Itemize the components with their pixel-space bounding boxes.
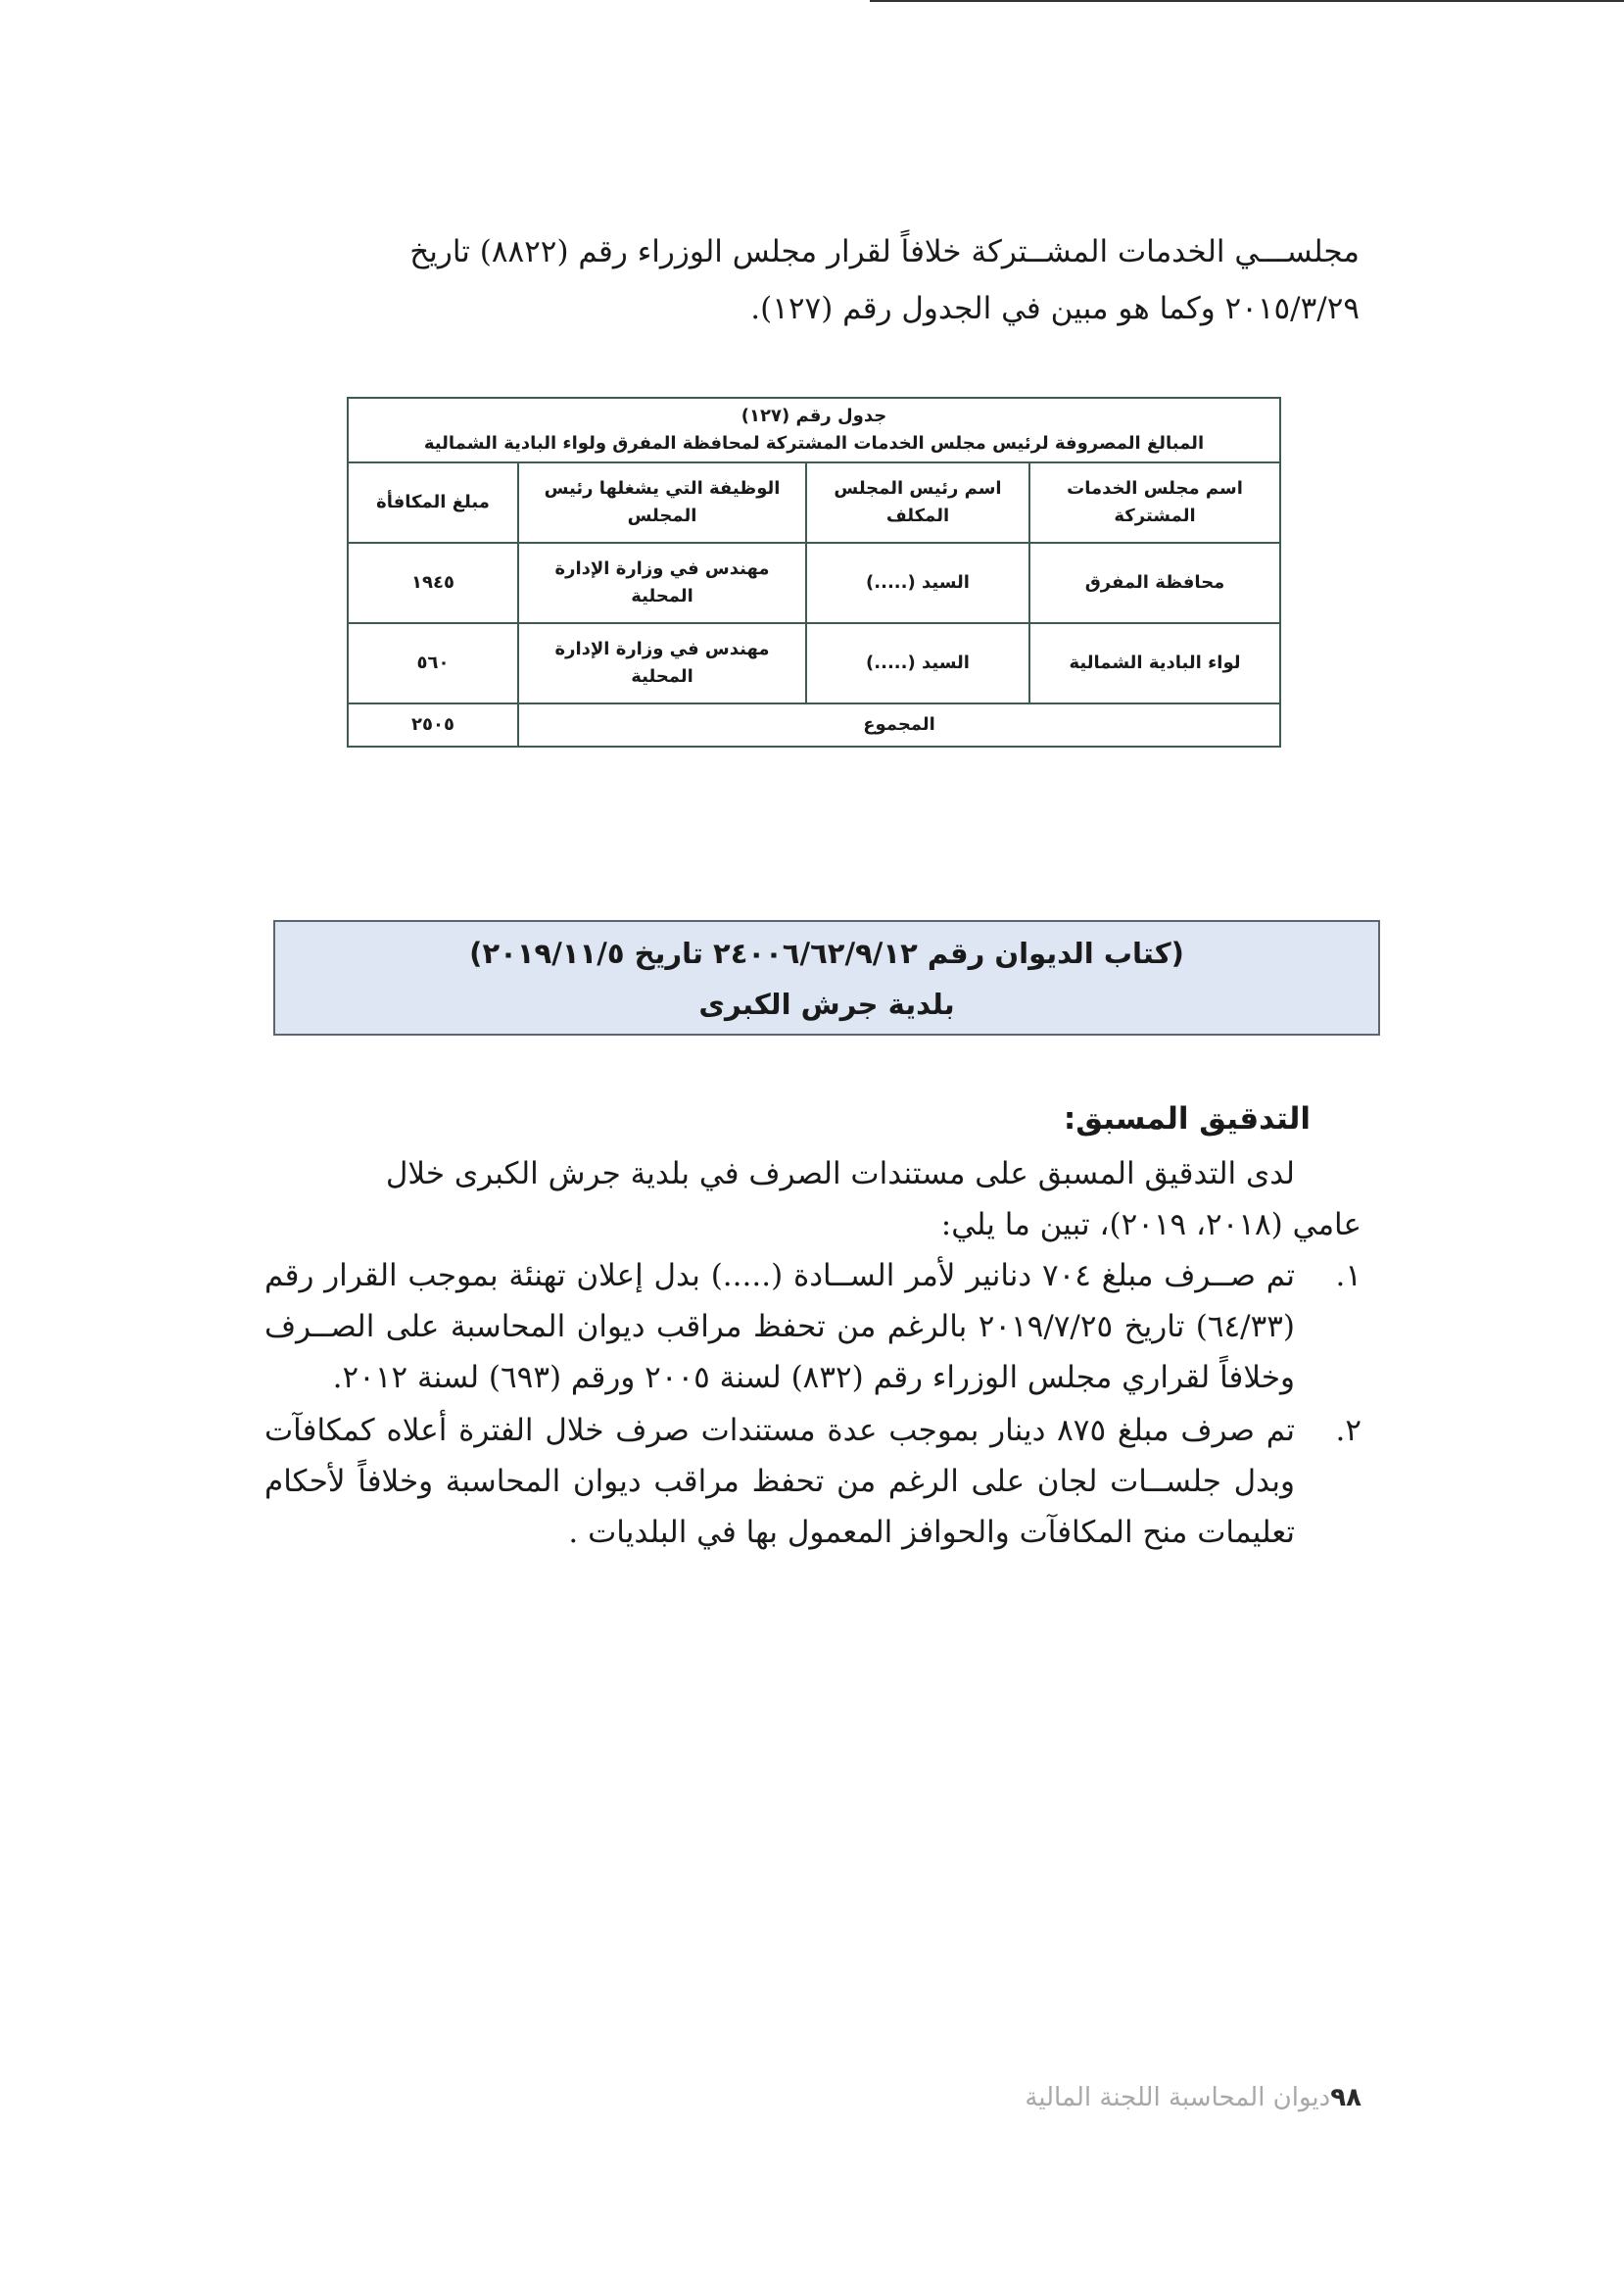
list-item-number: ١. bbox=[1335, 1258, 1361, 1293]
banner-reference: (كتاب الديوان رقم ٢٤٠٠٦/٦٢/٩/١٢ تاريخ ٢٠١٩/١١/٥) bbox=[469, 937, 1184, 970]
cell-job: مهندس في وزارة الإدارة المحلية bbox=[518, 623, 806, 703]
section-heading: التدقيق المسبق: bbox=[1063, 1101, 1311, 1137]
table-row bbox=[348, 623, 1280, 703]
list-item bbox=[264, 1250, 1361, 1403]
banner-municipality: بلدية جرش الكبرى bbox=[698, 988, 955, 1021]
table-title: المبالغ المصروفة لرئيس مجلس الخدمات المشتركة لمحافظة المفرق ولواء البادية الشمالية bbox=[423, 433, 1205, 454]
list-item-text: تم صرف مبلغ ٨٧٥ دينار بموجب عدة مستندات صرف خلال الفترة أعلاه كمكافآت وبدل جلســات لجان على الرغم من تحفظ مراقب ديوان المحاسبة وخلافاً لأحكام تعليمات منح المكافآت والحوافز المعمول بها في البلديات . bbox=[264, 1413, 1295, 1550]
rewards-table bbox=[347, 397, 1281, 748]
cell-council: محافظة المفرق bbox=[1029, 543, 1280, 623]
page-footer bbox=[784, 2083, 1361, 2112]
column-header: اسم رئيس المجلس المكلف bbox=[806, 462, 1029, 543]
table-caption bbox=[348, 398, 1280, 462]
column-header: الوظيفة التي يشغلها رئيس المجلس bbox=[518, 462, 806, 543]
cell-chair: السيد (.....) bbox=[806, 623, 1029, 703]
table-total-row bbox=[348, 703, 1280, 747]
intro-line: مجلســـي الخدمات المشــتركة خلافاً لقرار مجلس الوزراء رقم (٨٨٢٢) تاريخ bbox=[409, 234, 1360, 269]
column-header: مبلغ المكافأة bbox=[348, 462, 518, 543]
section-intro-line: لدى التدقيق المسبق على مستندات الصرف في بلدية جرش الكبرى خلال bbox=[385, 1156, 1295, 1191]
letter-banner bbox=[273, 920, 1380, 1036]
list-item-number: ٢. bbox=[1335, 1413, 1361, 1448]
list-item-text: تم صــرف مبلغ ٧٠٤ دنانير لأمر الســادة (.....) بدل إعلان تهنئة بموجب القرار رقم (٦٤/٣٣) تاريخ ٢٠١٩/٧/٢٥ بالرغم من تحفظ مراقب ديوان المحاسبة على الصــرف وخلافاً لقراري مجلس الوزراء رقم (٨٣٢) لسنة ٢٠٠٥ ورقم (٦٩٣) لسنة ٢٠١٢. bbox=[264, 1258, 1296, 1395]
top-border-line bbox=[870, 0, 1624, 2]
column-header: اسم مجلس الخدمات المشتركة bbox=[1029, 462, 1280, 543]
section-intro-line: عامي (٢٠١٨، ٢٠١٩)، تبين ما يلي: bbox=[940, 1207, 1361, 1242]
cell-council: لواء البادية الشمالية bbox=[1029, 623, 1280, 703]
table-header-row bbox=[348, 462, 1280, 543]
list-item bbox=[264, 1405, 1361, 1558]
cell-chair: السيد (.....) bbox=[806, 543, 1029, 623]
findings-list bbox=[264, 1250, 1361, 1558]
cell-amount: ١٩٤٥ bbox=[348, 543, 518, 623]
table-row bbox=[348, 543, 1280, 623]
footer-text: ديوان المحاسبة اللجنة المالية bbox=[1025, 2083, 1331, 2112]
table-caption-row bbox=[348, 398, 1280, 462]
intro-line: ٢٠١٥/٣/٢٩ وكما هو مبين في الجدول رقم (١٢٧). bbox=[750, 291, 1360, 326]
total-value: ٢٥٠٥ bbox=[348, 703, 518, 747]
total-label: المجموع bbox=[518, 703, 1280, 747]
page-number: ٩٨ bbox=[1330, 2083, 1361, 2112]
cell-job: مهندس في وزارة الإدارة المحلية bbox=[518, 543, 806, 623]
rewards-table-container bbox=[349, 397, 1281, 748]
table-number: جدول رقم (١٢٧) bbox=[740, 406, 887, 426]
cell-amount: ٥٦٠ bbox=[348, 623, 518, 703]
section-body bbox=[264, 1148, 1361, 1560]
intro-paragraph bbox=[264, 223, 1360, 337]
